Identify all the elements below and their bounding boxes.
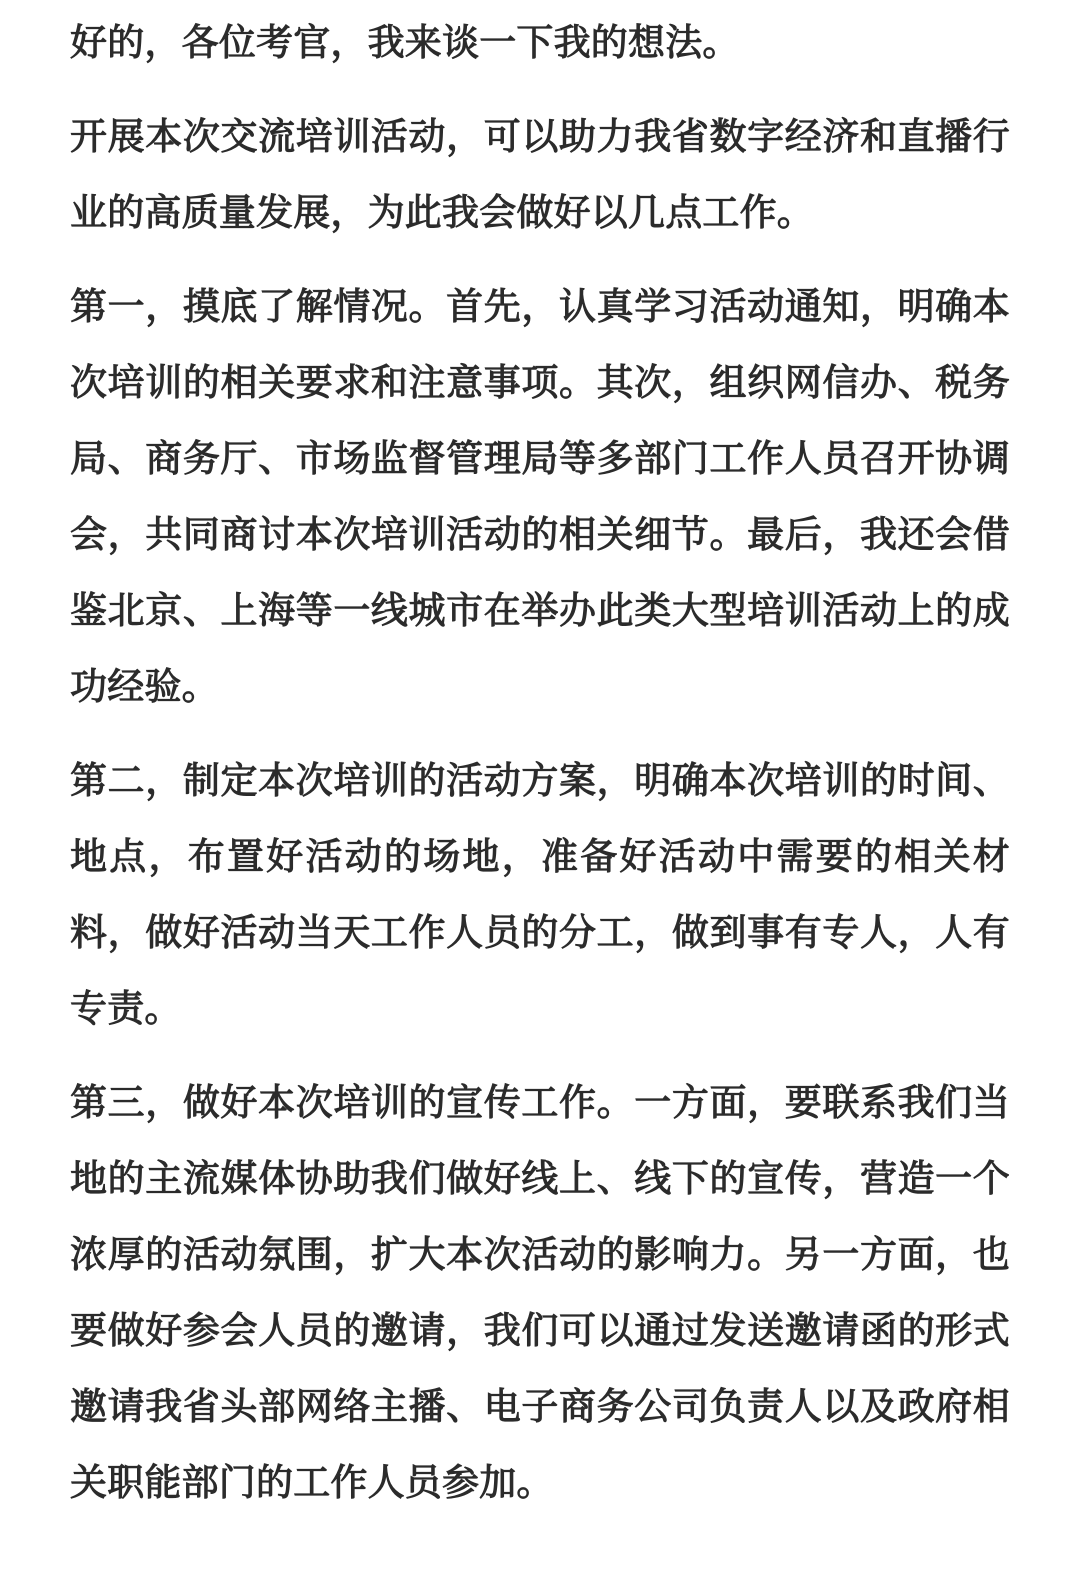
paragraph-point-three: 第三，做好本次培训的宣传工作。一方面，要联系我们当地的主流媒体协助我们做好线上、线下的宣传，营造一个浓厚的活动氛围，扩大本次活动的影响力。另一方面，也要做好参会人员的邀请，我们可以通过发送邀请函的形式邀请我省头部网络主播、电子商务公司负责人以及政府相关职能部门的工作人员参加。 bbox=[70, 1081, 1010, 1504]
paragraph-point-two: 第二，制定本次培训的活动方案，明确本次培训的时间、地点，布置好活动的场地，准备好活动中需要的相关材料，做好活动当天工作人员的分工，做到事有专人，人有专责。 bbox=[70, 759, 1010, 1030]
article-body bbox=[70, 0, 1010, 1539]
paragraph-point-one: 第一，摸底了解情况。首先，认真学习活动通知，明确本次培训的相关要求和注意事项。其次，组织网信办、税务局、商务厅、市场监督管理局等多部门工作人员召开协调会，共同商讨本次培训活动的相关细节。最后，我还会借鉴北京、上海等一线城市在举办此类大型培训活动上的成功经验。 bbox=[70, 285, 1010, 708]
paragraph-introduction: 开展本次交流培训活动，可以助力我省数字经济和直播行业的高质量发展，为此我会做好以几点工作。 bbox=[70, 115, 1010, 234]
paragraph-opening: 好的，各位考官，我来谈一下我的想法。 bbox=[70, 21, 740, 64]
